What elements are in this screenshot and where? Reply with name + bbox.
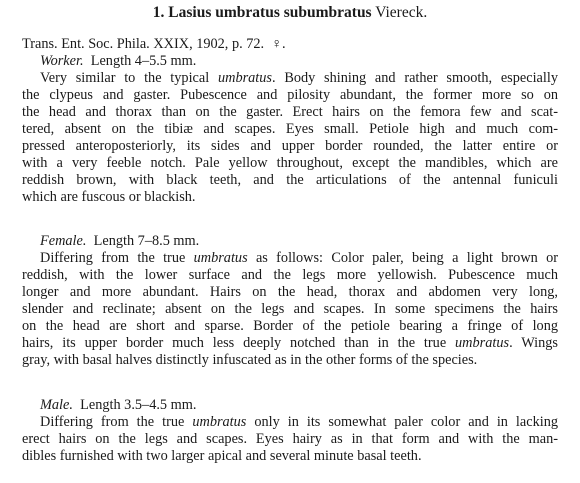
female-length: Length 7–8.5 mm. (93, 233, 200, 249)
female-caste-label: Female. (40, 233, 87, 249)
worker-length: Length 4–5.5 mm. (90, 53, 197, 69)
female-line-2: reddish, with the lower surface and the legs more yellowish. Pubescence much (22, 267, 558, 283)
male-caste-label: Male. (40, 397, 73, 413)
female-symbol: ♀. (271, 36, 286, 52)
species-heading (0, 4, 580, 22)
worker-line-8: which are fuscous or blackish. (22, 189, 196, 205)
female-line-6: hairs, its upper border much less deeply notched than in the true umbratus. Wings (22, 335, 558, 351)
species-author: Viereck. (375, 4, 428, 21)
worker-line-4: tered, absent on the tibiæ and scapes. Eyes small. Petiole high and much com- (22, 121, 558, 137)
worker-line-6: with a very feeble notch. Pale yellow throughout, except the mandibles, which are (22, 155, 558, 171)
male-heading (40, 397, 196, 414)
worker-line-7: reddish brown, with black teeth, and the articulations of the antennal funiculi (22, 172, 558, 188)
heading-number: 1. (152, 4, 165, 21)
male-line-1: Differing from the true umbratus only in its somewhat paler color and in lacking (40, 414, 558, 430)
citation-line (22, 36, 286, 53)
worker-line-1: Very similar to the typical umbratus. Body shining and rather smooth, especially (40, 70, 558, 86)
worker-caste-label: Worker. (40, 53, 84, 69)
worker-heading (40, 53, 196, 70)
female-line-1: Differing from the true umbratus as follows: Color paler, being a light brown or (40, 250, 559, 266)
female-heading (40, 233, 199, 250)
female-line-7: gray, with basal halves distinctly infuscated as in the other forms of the species. (22, 352, 478, 368)
species-name: Lasius umbratus subumbratus (168, 4, 372, 21)
citation-text: Trans. Ent. Soc. Phila. XXIX, 1902, p. 72. (22, 36, 265, 52)
worker-line-2: the clypeus and gaster. Pubescence and pilosity abundant, the former more so on (22, 87, 558, 103)
female-line-4: slender and reclinate; absent on the legs and scapes. In some specimens the hairs (22, 301, 558, 317)
male-line-3: dibles furnished with two larger apical and several minute basal teeth. (22, 448, 422, 464)
worker-line-5: pressed anteroposteriorly, its sides and upper border rounded, the latter entire or (22, 138, 558, 154)
female-line-3: longer and more abundant. Hairs on the head, thorax and abdomen very long, (22, 284, 558, 300)
male-length: Length 3.5–4.5 mm. (80, 397, 197, 413)
male-line-2: erect hairs on the legs and scapes. Eyes hairy as in that form and with the man- (22, 431, 558, 447)
female-line-5: on the head are short and sparse. Border of the petiole bearing a fringe of long (22, 318, 558, 334)
worker-line-3: the head and thorax than on the gaster. Erect hairs on the femora few and scat- (22, 104, 558, 120)
